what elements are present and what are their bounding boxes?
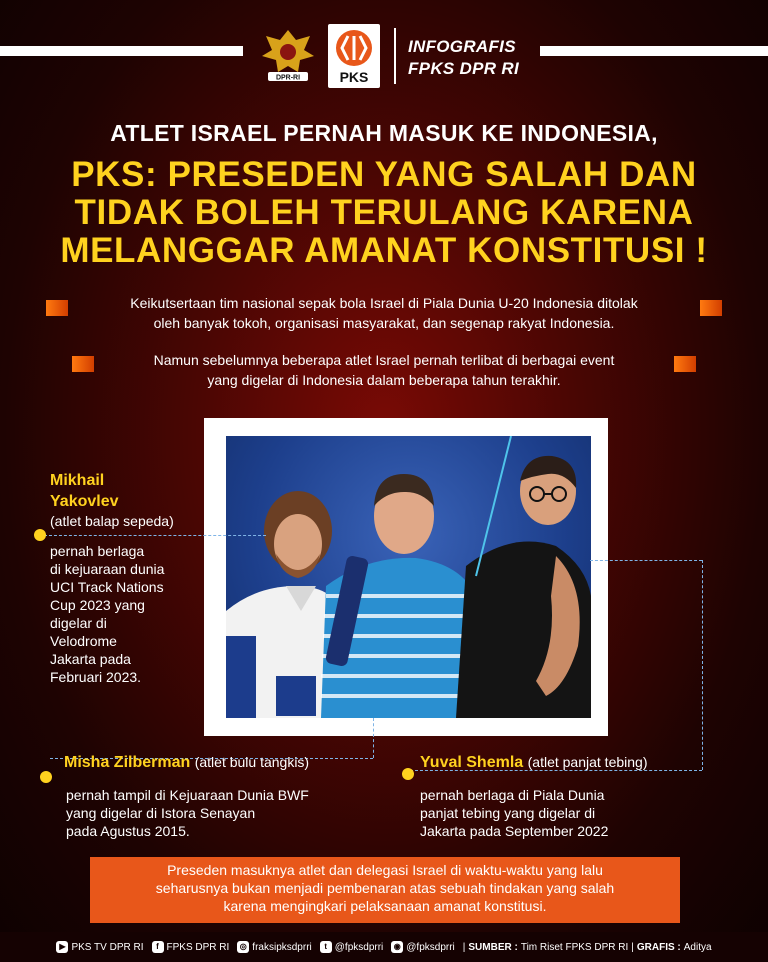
athlete-mikhail-role: (atlet balap sepeda)	[50, 513, 174, 529]
youtube-icon: ▶	[56, 941, 68, 953]
athlete-mikhail-desc-line: di kejuaraan dunia	[50, 561, 165, 577]
connector-misha-vertical	[373, 718, 374, 758]
intro-paragraph-2	[60, 350, 708, 390]
footer-youtube-label: PKS TV DPR RI	[71, 941, 144, 953]
footer-web[interactable]	[391, 941, 455, 953]
athlete-yuval-desc-line: pernah berlaga di Piala Dunia	[420, 787, 605, 803]
bullet-dot-misha	[40, 771, 52, 783]
intro-p1-line2: oleh banyak tokoh, organisasi masyarakat, dan segenap rakyat Indonesia.	[153, 315, 615, 331]
badminton-player-figure	[321, 474, 481, 718]
headline-line2: TIDAK BOLEH TERULANG KARENA	[74, 193, 694, 232]
athlete-mikhail-desc-line: digelar di	[50, 615, 107, 631]
footer-graphic: Aditya	[683, 941, 712, 953]
header-divider	[394, 28, 396, 84]
climber-figure	[456, 436, 591, 718]
connector-yuval-top	[590, 560, 702, 561]
athlete-yuval-desc-line: panjat tebing yang digelar di	[420, 805, 596, 821]
athlete-mikhail-desc-line: Jakarta pada	[50, 651, 131, 667]
bullet-dot-yuval	[402, 768, 414, 780]
headline-top: ATLET ISRAEL PERNAH MASUK KE INDONESIA,	[110, 120, 658, 146]
athlete-misha-heading	[64, 753, 309, 772]
intro-paragraph-1	[60, 293, 708, 333]
athlete-yuval-role: (atlet panjat tebing)	[527, 754, 648, 770]
footer-source-label: SUMBER :	[468, 941, 518, 953]
headline-main	[0, 156, 768, 270]
svg-text:DPR-RI: DPR-RI	[275, 74, 301, 82]
pks-logo	[328, 24, 380, 88]
dpr-emblem-logo	[258, 26, 318, 84]
note-line1: Preseden masuknya atlet dan delegasi Israel di waktu-waktu yang lalu	[167, 862, 603, 878]
header-line-right	[540, 46, 768, 56]
athlete-yuval-description	[420, 786, 608, 840]
athlete-misha-desc-line: pada Agustus 2015.	[66, 823, 190, 839]
athlete-mikhail-desc-line: Februari 2023.	[50, 669, 142, 685]
headline-line3: MELANGGAR AMANAT KONSTITUSI !	[60, 231, 708, 270]
footer-facebook[interactable]	[152, 941, 230, 953]
athlete-mikhail-name	[50, 470, 119, 512]
footer-web-label: @fpksdprri	[406, 941, 455, 953]
infographic-title-line1: INFOGRAFIS	[408, 37, 516, 56]
connector-yuval-vertical	[702, 560, 703, 770]
athlete-misha-desc-line: pernah tampil di Kejuaraan Dunia BWF	[66, 787, 309, 803]
athlete-misha-desc-line: yang digelar di Istora Senayan	[66, 805, 256, 821]
instagram-icon: ◎	[237, 941, 249, 953]
note-line3: karena mengingkari pelaksanaan amanat konstitusi.	[223, 898, 547, 914]
athlete-mikhail-desc-line: Cup 2023 yang	[50, 597, 145, 613]
athlete-mikhail-desc-line: Velodrome	[50, 633, 117, 649]
svg-text:PKS: PKS	[339, 69, 369, 85]
athlete-mikhail-desc-line: pernah berlaga	[50, 543, 145, 559]
footer-graphic-label: GRAFIS :	[636, 941, 681, 953]
twitter-icon: t	[320, 941, 332, 953]
athletes-photo	[226, 436, 591, 718]
athlete-mikhail-desc-line: UCI Track Nations	[50, 579, 164, 595]
conclusion-note	[90, 857, 680, 923]
footer-youtube[interactable]	[56, 941, 143, 953]
footer-facebook-label: FPKS DPR RI	[166, 941, 230, 953]
intro-p2-line1: Namun sebelumnya beberapa atlet Israel pernah terlibat di berbagai event	[153, 352, 615, 368]
infographic-title-line2: FPKS DPR RI	[408, 59, 519, 78]
intro-p2-line2: yang digelar di Indonesia dalam beberapa tahun terakhir.	[207, 372, 561, 388]
athlete-misha-name: Misha Zilberman	[64, 754, 191, 771]
footer-source: Tim Riset FPKS DPR RI	[520, 941, 629, 953]
athlete-yuval-name: Yuval Shemla	[420, 754, 524, 771]
footer-instagram[interactable]	[237, 941, 311, 953]
athlete-mikhail-description	[50, 542, 164, 686]
athlete-misha-role: (atlet bulu tangkis)	[194, 754, 310, 770]
athlete-yuval-desc-line: Jakarta pada September 2022	[420, 823, 609, 839]
footer-instagram-label: fraksipksdprri	[252, 941, 312, 953]
connector-mikhail	[44, 535, 266, 536]
athlete-mikhail-name-line1: Mikhail	[50, 472, 105, 489]
bullet-dot-mikhail	[34, 529, 46, 541]
intro-p1-line1: Keikutsertaan tim nasional sepak bola Israel di Piala Dunia U-20 Indonesia ditolak	[130, 295, 638, 311]
footer-twitter-label: @fpksdprri	[334, 941, 384, 953]
footer-credits: | SUMBER : Tim Riset FPKS DPR RI | GRAFIS : Aditya	[462, 941, 712, 953]
athlete-misha-description	[66, 786, 309, 840]
footer-bar	[0, 932, 768, 962]
footer-twitter[interactable]	[320, 941, 384, 953]
header-line-left	[0, 46, 243, 56]
headline-line1: PKS: PRESEDEN YANG SALAH DAN	[71, 155, 697, 194]
globe-icon: ◉	[391, 941, 403, 953]
athlete-mikhail-name-line2: Yakovlev	[50, 493, 119, 510]
athlete-yuval-heading	[420, 753, 647, 772]
infographic-title	[408, 36, 519, 80]
facebook-icon: f	[152, 941, 164, 953]
note-line2: seharusnya bukan menjadi pembenaran atas sebuah tindakan yang salah	[155, 880, 615, 896]
